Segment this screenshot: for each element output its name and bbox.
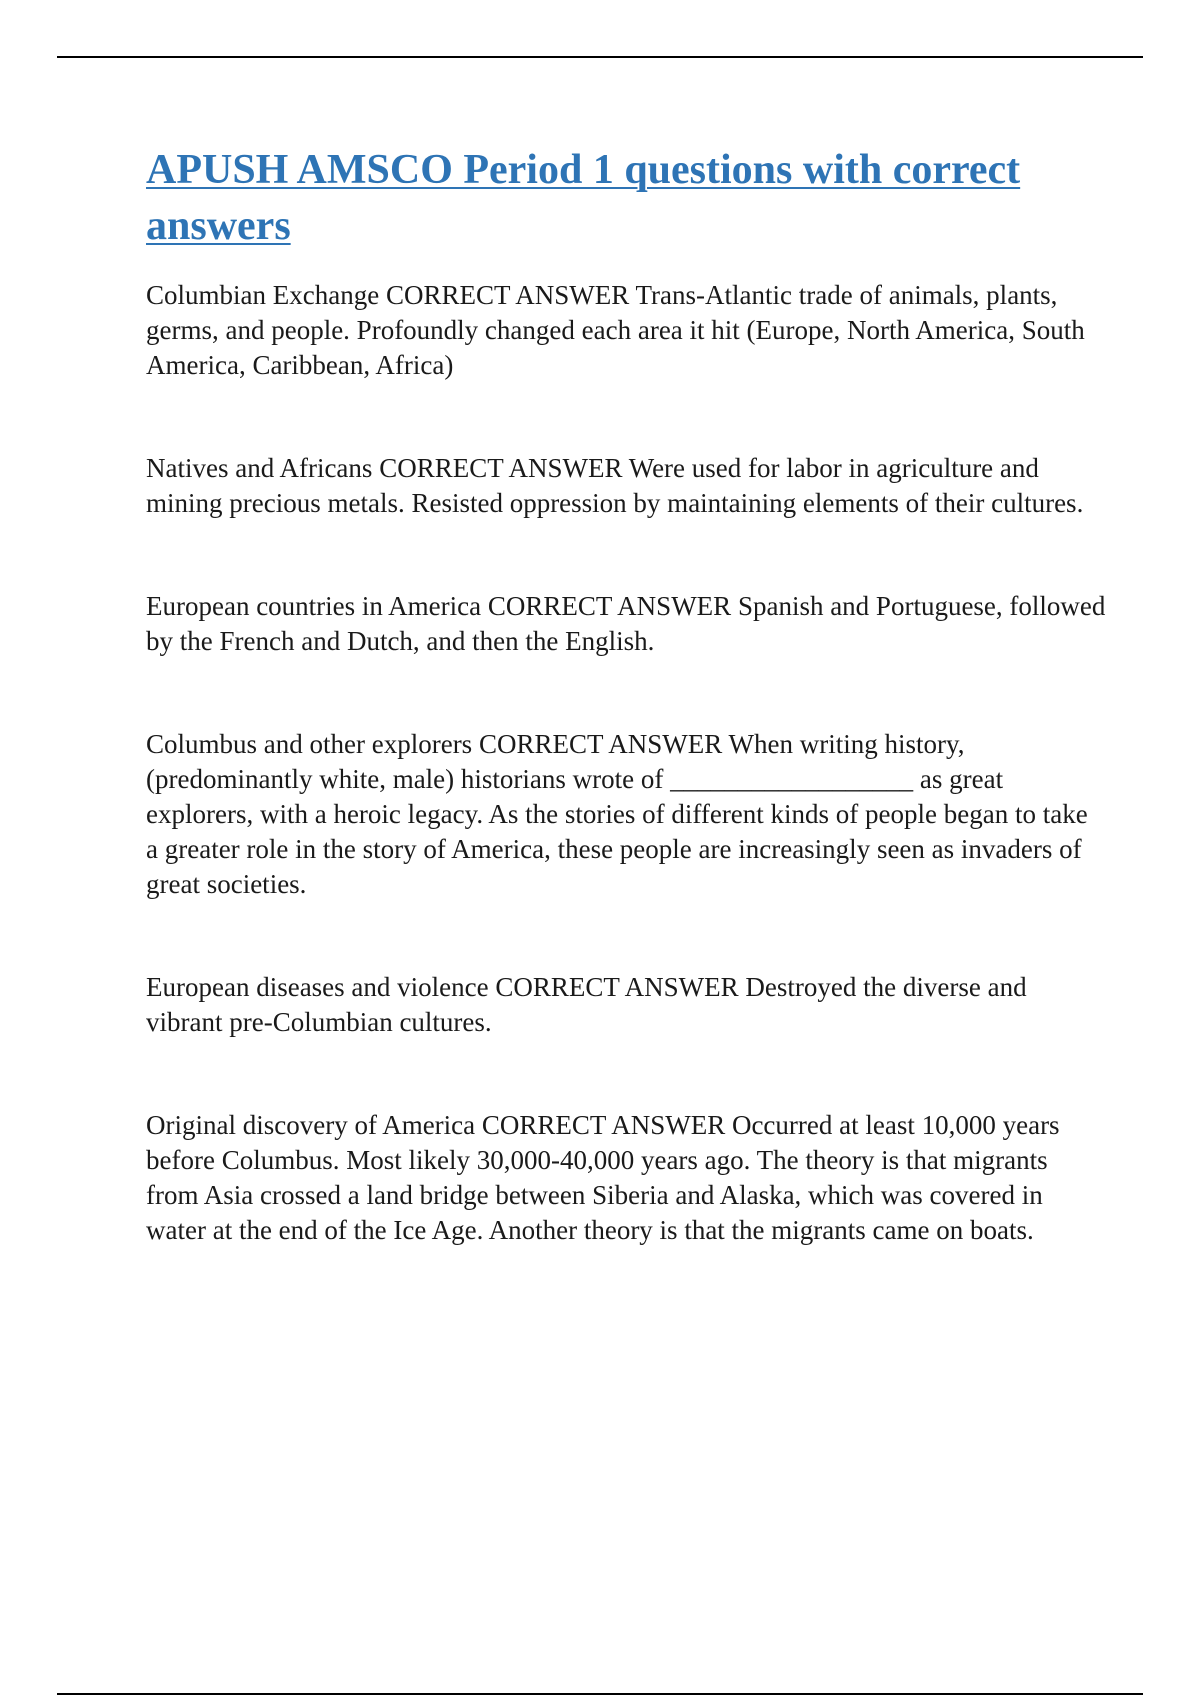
qa-separator: CORRECT ANSWER <box>481 1110 726 1140</box>
qa-answer: Were used for labor in agriculture and mining precious metals. Resisted oppression by maintaining elements of their cultures. <box>146 453 1084 518</box>
qa-term: Original discovery of America <box>146 1110 476 1140</box>
header-rule <box>57 56 1143 58</box>
qa-term: European diseases and violence <box>146 972 489 1002</box>
qa-term: Columbus and other explorers <box>146 729 473 759</box>
qa-list <box>146 278 1106 1248</box>
document-body <box>146 142 1106 1316</box>
document-title: APUSH AMSCO Period 1 questions with correct answers <box>146 147 1021 249</box>
qa-item <box>146 589 1106 659</box>
qa-answer: Occurred at least 10,000 years before Columbus. Most likely 30,000-40,000 years ago. The theory is that migrants from Asia crossed a land bridge between Siberia and Alaska, which was covered in water at the end of the Ice Age. Another theory is that the migrants came on boats. <box>146 1110 1060 1245</box>
qa-separator: CORRECT ANSWER <box>487 591 732 621</box>
qa-answer: Spanish and Portuguese, followed by the French and Dutch, and then the English. <box>146 591 1106 656</box>
qa-separator: CORRECT ANSWER <box>495 972 739 1002</box>
qa-item <box>146 1108 1106 1248</box>
qa-term: Natives and Africans <box>146 453 373 483</box>
footer-rule <box>57 1693 1143 1695</box>
qa-term: European countries in America <box>146 591 482 621</box>
qa-term: Columbian Exchange <box>146 280 380 310</box>
qa-separator: CORRECT ANSWER <box>478 729 723 759</box>
qa-separator: CORRECT ANSWER <box>379 453 623 483</box>
qa-answer: When writing history, (predominantly white, male) historians wrote of __________________ as great explorers, with a heroic legacy. As the stories of different kinds of people began to take a greater role in the story of America, these people are increasingly seen as invaders of great societies. <box>146 729 1088 899</box>
qa-answer: Destroyed the diverse and vibrant pre-Columbian cultures. <box>146 972 1027 1037</box>
qa-answer: Trans-Atlantic trade of animals, plants, germs, and people. Profoundly changed each area it hit (Europe, North America, South America, Caribbean, Africa) <box>146 280 1085 380</box>
qa-item <box>146 727 1106 902</box>
qa-separator: CORRECT ANSWER <box>385 280 630 310</box>
qa-item <box>146 451 1106 521</box>
qa-item <box>146 278 1106 383</box>
qa-item <box>146 970 1106 1040</box>
